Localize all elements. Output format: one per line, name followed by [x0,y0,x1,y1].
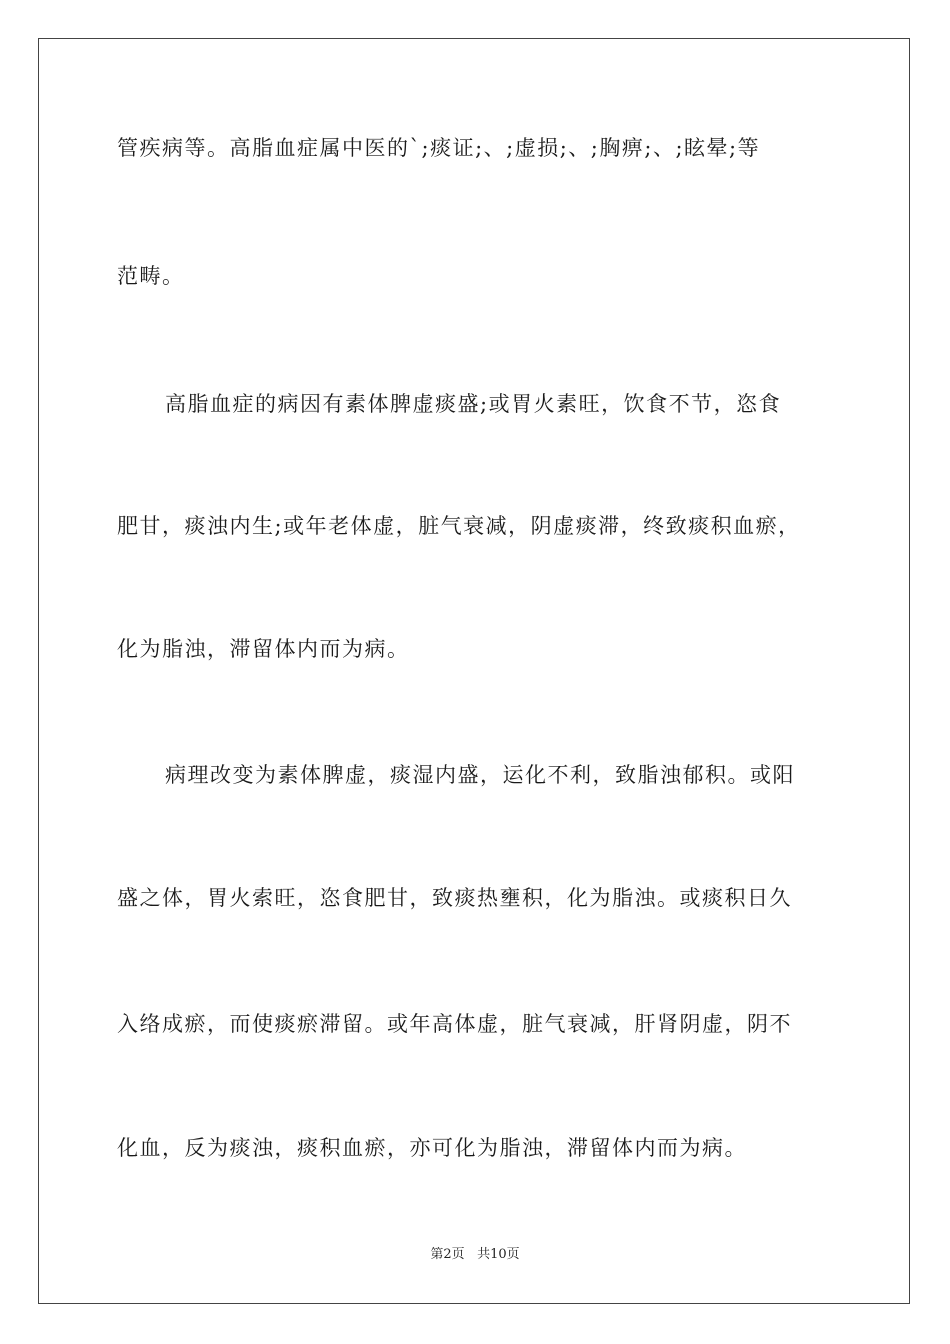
paragraph-line: 化为脂浊，滞留体内而为病。 [117,637,410,661]
paragraph-line: 管疾病等。高脂血症属中医的`;痰证;、;虚损;、;胸痹;、;眩晕;等 [117,136,761,160]
total-pages: 共10页 [477,1247,520,1262]
paragraph-line: 高脂血症的病因有素体脾虚痰盛;或胃火素旺，饮食不节，恣食 [165,392,782,416]
paragraph-line: 入络成瘀，而使痰瘀滞留。或年高体虚，脏气衰减，肝肾阴虚，阴不 [117,1012,792,1036]
page-border [38,38,910,1304]
paragraph-line: 肥甘，痰浊内生;或年老体虚，脏气衰减，阴虚痰滞，终致痰积血瘀， [117,514,801,538]
paragraph-line: 化血，反为痰浊，痰积血瘀，亦可化为脂浊，滞留体内而为病。 [117,1136,747,1160]
page-footer [0,1246,950,1264]
page-number: 第2页 [430,1247,465,1262]
paragraph-line: 范畴。 [117,264,185,288]
paragraph-line: 盛之体，胃火索旺，恣食肥甘，致痰热壅积，化为脂浊。或痰积日久 [117,886,792,910]
paragraph-line: 病理改变为素体脾虚，痰湿内盛，运化不利，致脂浊郁积。或阳 [165,763,795,787]
